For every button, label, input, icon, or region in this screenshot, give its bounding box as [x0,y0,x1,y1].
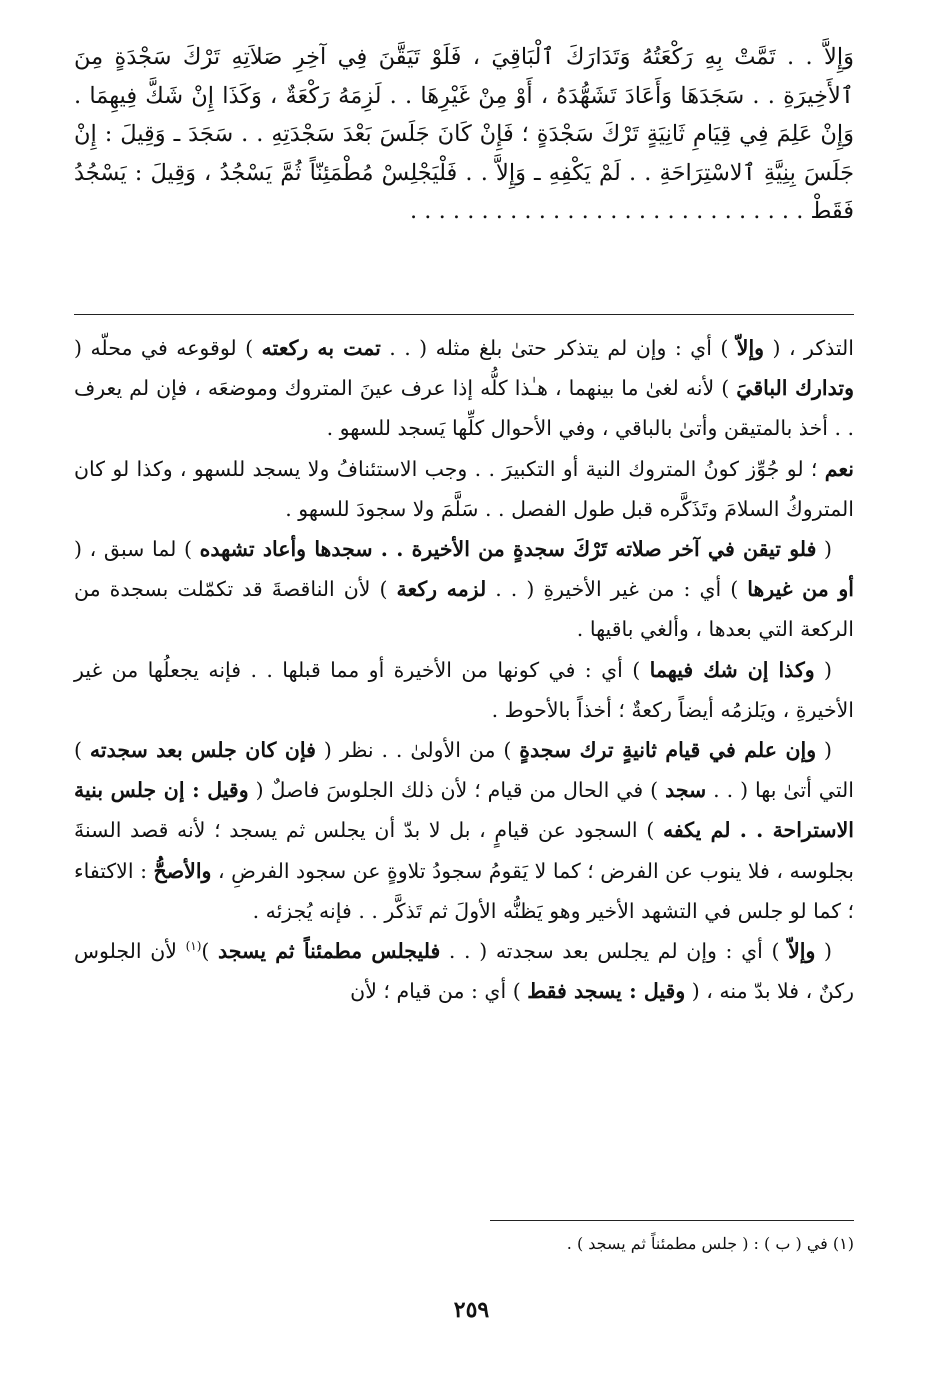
commentary-text: ) لوقوعه في محلّه ( [74,336,262,360]
commentary-text-block [74,328,854,1011]
footnote-marker: (١) [185,939,202,954]
commentary-text: ) لما سبق ، ( [74,537,200,562]
matn-quote: وإلاّ [736,336,765,360]
commentary-text: ) من الأولىٰ . . نظر ( [315,738,520,763]
commentary-text: ) السجود عن قيامٍ ، بل لا بدّ أن يجلس ثم يسجد ؛ لأنه قصد السنةَ بجلوسه ، فلا ينوب عن الفرض ؛ كما لا يَقومُ سجودُ تلاوةٍ عن سجود الفرضِ ، [74,818,854,883]
commentary-text: ) لأن الناقصةَ قد تكمّلت بسجدة من الركعة التي بعدها ، وألغي باقيها . [74,577,854,642]
commentary-text: ) أي : من قيام ؛ لأن [350,979,528,1004]
matn-quote: فإن كان جلس بعد سجدته [89,738,316,763]
commentary-text: : الاكتفاء ؛ كما لو جلس في التشهد الأخير وهو يَظنُّه الأولَ ثم تَذكَّر . . فإنه يُجزئه . [73,858,854,923]
commentary-text: ( [814,657,833,682]
matn-quote: سجد [665,778,707,803]
commentary-text: لأن الجلوس ركنٌ ، فلا بدّ منه ، ( [74,939,854,1004]
commentary-text: ) أي : في كونها من الأخيرة أو مما قبلها . . فإنه يجعلُها من غير الأخيرةِ ، ويَلزمُه أيضاً ركعةٌ ؛ أخذاً بالأحوط . [74,657,854,722]
matn-paragraph: وَإِلاَّ . . تَمَّتْ بِهِ رَكْعَتُهُ وَتَدَارَكَ ٱلْبَاقِيَ ، فَلَوْ تَيَقَّنَ فِي آخِرِ صَلاَتِهِ تَرْكَ سَجْدَةٍ مِنَ ٱلأَخِيرَةِ . . سَجَدَهَا وَأَعَادَ تَشَهُّدَهُ ، أَوْ مِنْ غَيْرِهَا . . لَزِمَهُ رَكْعَةٌ ، وَكَذَا إِنْ شَكَّ فِيهِمَا . وَإِنْ عَلِمَ فِي قِيَامِ ثَانِيَةٍ تَرْكَ سَجْدَةٍ ؛ فَإِنْ كَانَ جَلَسَ بَعْدَ سَجْدَتِهِ . . سَجَدَ ـ وَقِيلَ : إِنْ جَلَسَ بِنِيَّةِ ٱلاسْتِرَاحَةِ . . لَمْ يَكْفِهِ ـ وَإِلاَّ . . فَلْيَجْلِسْ مُطْمَئِنّاً ثُمَّ يَسْجُدُ ، وَقِيلَ : يَسْجُدُ فَقَطْ . . . . . . . . . . . . . . . . . . . . . . . . . . . . [74,44,854,224]
commentary-text: ( [816,738,833,763]
matn-quote: وتدارك الباقيَ [736,376,854,401]
commentary-text: ) في الحال من قيام ؛ لأن ذلك الجلوسَ فاصلٌ ( [248,778,666,803]
commentary-paragraph [74,449,854,529]
matn-quote: وقيل : يسجد فقط [527,979,686,1004]
commentary-text: ؛ لو جُوِّز كونُ المتروك النية أو التكبيرَ . . وجب الاستئنافُ ولا يسجد للسهو ، وكذا لو كان المتروكُ السلامَ وتَذَكَّره قبل طول الفصل . . سَلَّمَ ولا سجودَ للسهو . [74,456,854,521]
commentary-paragraph [74,529,854,650]
commentary-text: ) أي : وإن لم يجلس بعد سجدته ( . . [440,939,789,964]
matn-text-block [74,38,854,231]
matn-quote: أو من غيرها [747,577,854,602]
commentary-paragraph [74,328,854,449]
commentary-text: التذكر ، ( [764,336,854,360]
matn-quote: لزمه ركعة [396,577,487,602]
matn-quote: نعم [824,456,854,481]
matn-quote: فلو تيقن في آخر صلاته تَرْكَ سجدةٍ من الأخيرة . . سجدها وأعاد تشهده [199,537,817,562]
matn-quote: وإلاّ [788,939,816,964]
footnote-divider [490,1220,854,1221]
commentary-paragraph [74,730,854,931]
matn-quote: وإن علم في قيام ثانيةٍ ترك سجدةٍ [519,738,817,763]
section-divider [74,314,854,315]
commentary-text: ) لأنه لغىٰ ما بينهما ، هـٰذا كلُّه إذا عرف عينَ المتروك وموضعَه ، فإن لم يعرف . . أخذ بالمتيقن وأتىٰ بالباقي ، وفي الأحوال كلِّها يَسجد للسهو . [74,376,854,441]
footnote: (١) في ( ب ) : ( جلس مطمئناً ثم يسجد ) . [566,1234,854,1253]
commentary-text: ) أي : وإن لم يتذكر حتىٰ بلغ مثله ( . . [380,336,737,360]
matn-quote: فليجلس مطمئناً ثم يسجد [218,939,441,964]
matn-quote: تمت به ركعته [261,336,381,360]
commentary-text: ( [816,537,833,562]
commentary-text: ) أي : من غير الأخيرةِ ( . . [486,577,748,602]
commentary-text: ) [201,939,219,964]
commentary-paragraph [74,650,854,730]
matn-quote: وقيل : إن جلس بنية الاستراحة . . لم يكفه [74,778,854,843]
matn-quote: وكذا إن شك فيهما [649,657,815,682]
commentary-text: ) التي أتىٰ بها ( . . [74,738,854,803]
commentary-text: ( [815,939,832,964]
matn-quote: والأصحُّ [153,858,212,883]
commentary-paragraph [74,931,854,1011]
page-number: ٢٥٩ [453,1297,490,1323]
